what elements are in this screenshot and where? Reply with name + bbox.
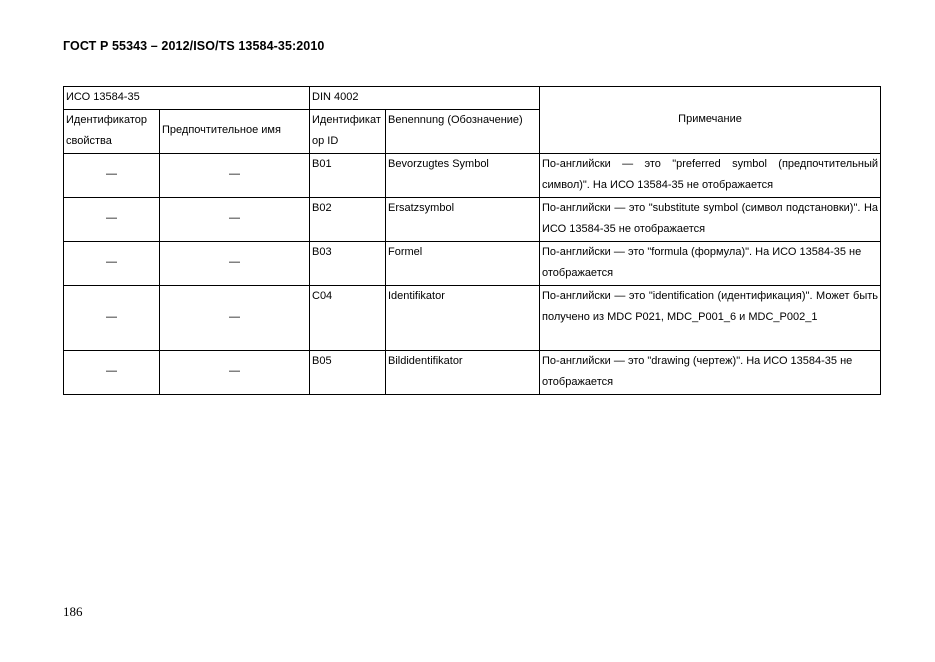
cell-iso-name: — [160,153,310,197]
cell-iso-id: — [64,153,160,197]
cell-iso-id: — [64,241,160,285]
cell-iso-name: — [160,241,310,285]
column-header-note: Примечание [540,87,881,154]
cell-din-id: B05 [310,350,386,394]
cell-iso-name: — [160,350,310,394]
header-row-groups [64,87,881,110]
page-number: 186 [63,604,83,619]
cell-din-id: C04 [310,285,386,350]
group-header-iso: ИСО 13584-35 [64,87,310,110]
cell-iso-id: — [64,285,160,350]
cell-din-id: B03 [310,241,386,285]
cell-iso-id: — [64,197,160,241]
property-mapping-table [63,86,881,395]
cell-note: По-английски — это "identification (идентификация)". Может быть получено из MDC P021, MDC_P001_6 и MDC_P002_1 [540,285,881,350]
cell-iso-id: — [64,350,160,394]
table-row [64,197,881,241]
cell-note: По-английски — это "substitute symbol (символ подстановки)". На ИСО 13584-35 не отображается [540,197,881,241]
table-row [64,350,881,394]
cell-din-name: Bildidentifikator [386,350,540,394]
cell-din-name: Formel [386,241,540,285]
cell-din-id: B02 [310,197,386,241]
cell-din-name: Identifikator [386,285,540,350]
cell-note: По-английски — это "drawing (чертеж)". На ИСО 13584-35 не отображается [540,350,881,394]
cell-note: По-английски — это "formula (формула)". На ИСО 13584-35 не отображается [540,241,881,285]
column-header-iso-id: Идентификатор свойства [64,109,160,153]
table-row [64,285,881,350]
document-header: ГОСТ Р 55343 – 2012/ISO/TS 13584-35:2010 [63,39,325,53]
cell-note: По-английски — это "preferred symbol (предпочтительный символ)". На ИСО 13584-35 не отображается [540,153,881,197]
cell-din-name: Ersatzsymbol [386,197,540,241]
group-header-din: DIN 4002 [310,87,540,110]
column-header-iso-name: Предпочтительное имя [160,109,310,153]
cell-iso-name: — [160,197,310,241]
cell-din-name: Bevorzugtes Symbol [386,153,540,197]
cell-din-id: B01 [310,153,386,197]
cell-iso-name: — [160,285,310,350]
table-row [64,241,881,285]
column-header-din-name: Benennung (Обозначение) [386,109,540,153]
column-header-din-id: Идентификатор ID [310,109,386,153]
table-row [64,153,881,197]
